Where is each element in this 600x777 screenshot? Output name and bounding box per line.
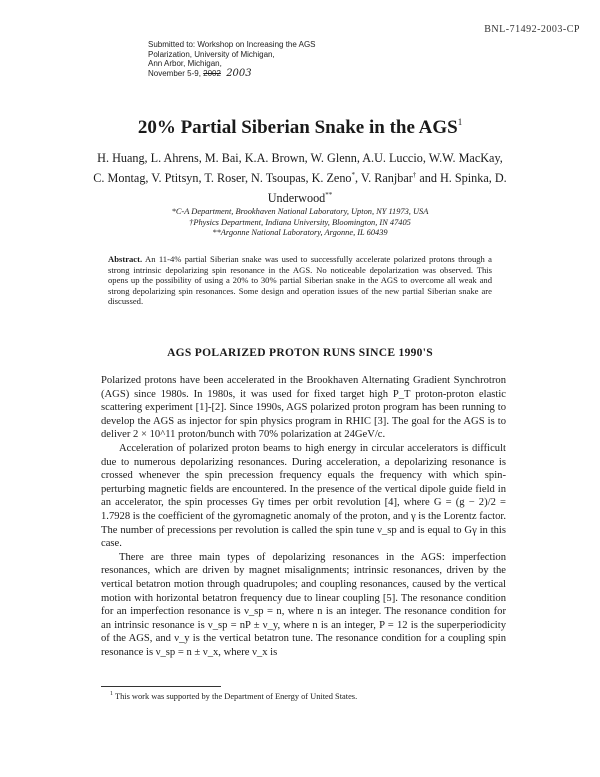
paragraph: Acceleration of polarized proton beams to high energy in circular accelerators is difficult due to numerous depolarizing resonances. During acceleration, a depolarizing resonance is crossed whenever the spin precession frequency equals the frequency with which spin-perturbing magnetic fields are encountered. In the presence of the vertical dipole guide field in an accelerator, the spin processes Gγ times per orbit revolution [4], where G = (g − 2)/2 = 1.7928 is the coefficient of the gyromagnetic anomaly of the proton, and γ is the Lorentz factor. The number of precessions per revolution is called the spin tune ν_sp and is equal to Gγ in this case. <box>101 442 506 550</box>
author-list <box>92 150 508 207</box>
submission-line: Ann Arbor, Michigan, <box>148 59 222 68</box>
author-mark: ** <box>325 191 333 200</box>
author-mark: * <box>351 171 356 179</box>
handwritten-year: 2003 <box>226 67 252 79</box>
struck-year: 2002 <box>203 68 221 78</box>
authors-part2: , V. Ranjbar <box>355 171 413 186</box>
submission-line: Submitted to: Workshop on Increasing the AGS <box>148 40 316 49</box>
authors-part3: and H. Spinka, D. Underwood <box>267 171 507 206</box>
submission-line <box>148 69 316 79</box>
footnote <box>110 691 510 701</box>
submission-line: Polarization, University of Michigan, <box>148 49 275 59</box>
title-footnote-mark: 1 <box>457 117 463 127</box>
affiliations <box>100 207 500 239</box>
abstract <box>108 254 492 307</box>
footnote-mark: 1 <box>110 691 113 697</box>
abstract-text: An 11-4% partial Siberian snake was used to successfully accelerate polarized protons through a strong intrinsic depolarizing spin resonance in the AGS. No noticeable depolarization was observed. This opens up the possibility of using a 20% to 30% partial Siberian snake in the AGS to overcome all weak and strong depolarizing spin resonances. Some design and operation issues of the new partial Siberian snake are discussed. <box>108 254 492 307</box>
abstract-label: Abstract. <box>108 254 143 264</box>
submission-date: November 5-9, <box>148 68 201 78</box>
report-number: BNL-71492-2003-CP <box>484 24 580 35</box>
section-heading: AGS POLARIZED PROTON RUNS SINCE 1990'S <box>167 347 433 359</box>
body-text <box>101 374 506 659</box>
paper-title-text: 20% Partial Siberian Snake in the AGS <box>137 117 458 138</box>
submission-note <box>148 40 316 78</box>
paper-title <box>0 117 600 139</box>
affiliation-line: **Argonne National Laboratory, Argonne, IL 60439 <box>212 228 388 237</box>
footnote-text: This work was supported by the Department of Energy of United States. <box>114 691 358 701</box>
paragraph: There are three main types of depolarizing resonances in the AGS: imperfection resonances, which are driven by magnet misalignments; intrinsic resonances, driven by the vertical betatron motion through quadrupoles; and coupling resonances, caused by the vertical motion with horizontal betatron frequency due to linear coupling [5]. The resonance condition for an imperfection resonance is ν_sp = n, where n is an integer. The resonance condition for an intrinsic resonance is ν_sp = nP ± ν_y, where n is an integer, P = 12 is the superperiodicity of the AGS, and ν_y is the vertical betatron tune. The resonance condition for a coupling spin resonance is ν_sp = n ± ν_x, where ν_x is <box>101 551 506 658</box>
author-mark: † <box>412 171 417 179</box>
paragraph: Polarized protons have been accelerated in the Brookhaven Alternating Gradient Synchrotron (AGS) since 1980s. In 1980s, it was used for fixed target high P_T proton-proton elastic scattering experiment [1]-[2]. Since 1990s, AGS polarized proton program has been running to develop the AGS as injector for spin physics program in RHIC [3]. The goal for the AGS is to deliver 2 × 10^11 proton/bunch with 70% polarization at 24GeV/c. <box>101 375 506 441</box>
affiliation-line: †Physics Department, Indiana University, Bloomington, IN 47405 <box>189 217 411 227</box>
authors-part1: H. Huang, L. Ahrens, M. Bai, K.A. Brown, W. Glenn, A.U. Luccio, W.W. MacKay, C. Montag, V. Ptitsyn, T. Roser, N. Tsoupas, K. Zeno <box>93 151 503 186</box>
footnote-rule <box>101 686 221 687</box>
affiliation-line: *C-A Department, Brookhaven National Laboratory, Upton, NY 11973, USA <box>171 207 429 216</box>
